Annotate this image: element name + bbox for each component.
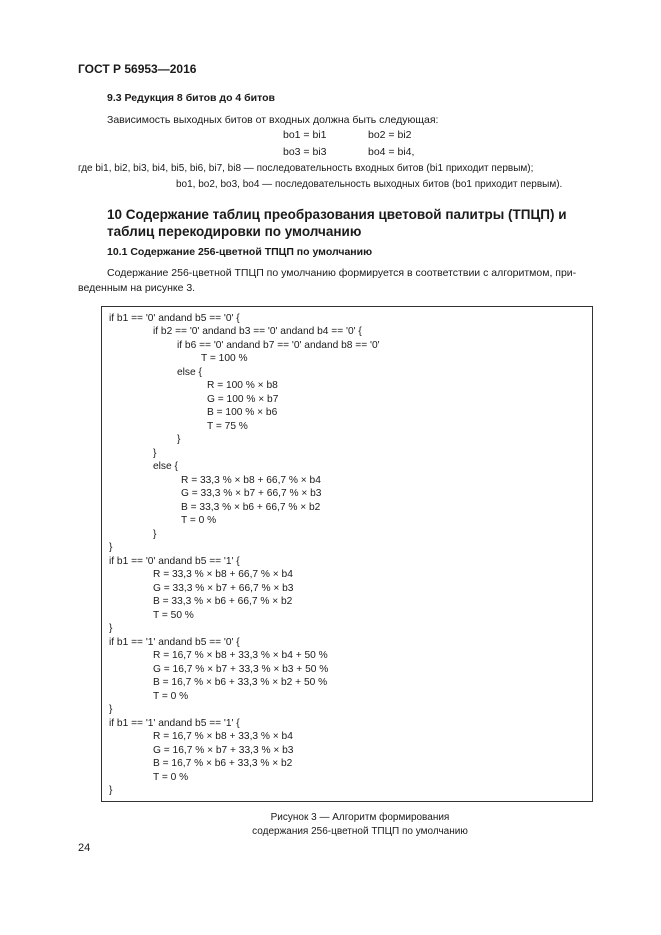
code-line: R = 33,3 % × b8 + 66,7 % × b4 (181, 475, 321, 486)
section-10-1-paragraph-line2: веденным на рисунке 3. (78, 282, 196, 294)
code-line: else { (177, 367, 202, 378)
code-line: } (109, 542, 113, 553)
code-line: } (153, 448, 157, 459)
code-line: if b1 == '0' andand b5 == '0' { (109, 313, 240, 324)
code-line: } (109, 704, 113, 715)
figure-caption-line1: Рисунок 3 — Алгоритм формирования (270, 812, 450, 823)
equation-bo1: bo1 = bi1 (283, 129, 327, 141)
section-9-3-title: 9.3 Редукция 8 битов до 4 битов (107, 92, 275, 104)
code-line: B = 33,3 % × b6 + 66,7 % × b2 (181, 502, 321, 513)
page-number: 24 (78, 842, 91, 854)
code-line: if b2 == '0' andand b3 == '0' andand b4 == '0' { (153, 326, 362, 337)
code-line: T = 50 % (153, 610, 194, 621)
code-line: G = 33,3 % × b7 + 66,7 % × b3 (181, 488, 322, 499)
document-header: ГОСТ Р 56953—2016 (78, 62, 197, 76)
code-line: T = 0 % (153, 772, 189, 783)
code-line: else { (153, 461, 178, 472)
code-line: R = 100 % × b8 (207, 380, 278, 391)
section-9-3-intro: Зависимость выходных битов от входных должна быть следующая: (107, 114, 439, 126)
code-line: if b1 == '1' andand b5 == '1' { (109, 718, 240, 729)
section-10-title: 10 Содержание таблиц преобразования цветовой палитры (ТПЦП) и таблиц перекодировки по умолчанию (107, 207, 567, 239)
code-line: B = 16,7 % × b6 + 33,3 % × b2 + 50 % (153, 677, 328, 688)
code-line: T = 0 % (181, 515, 217, 526)
code-line: G = 100 % × b7 (207, 394, 279, 405)
section-10-1-paragraph-line1: Содержание 256-цветной ТПЦП по умолчанию формируется в соответствии с алгоритмом, при- (107, 267, 577, 279)
input-bits-definition: где bi1, bi2, bi3, bi4, bi5, bi6, bi7, bi8 — последовательность входных битов (bi1 приходит первым); (78, 163, 534, 174)
output-bits-definition: bo1, bo2, bo3, bo4 — последовательность выходных битов (bo1 приходит первым). (176, 179, 563, 190)
equation-bo4: bo4 = bi4, (368, 146, 415, 158)
code-line: if b6 == '0' andand b7 == '0' andand b8 == '0' (177, 340, 380, 351)
code-line: if b1 == '1' andand b5 == '0' { (109, 637, 240, 648)
code-line: T = 0 % (153, 691, 189, 702)
code-line: R = 16,7 % × b8 + 33,3 % × b4 + 50 % (153, 650, 328, 661)
code-line: B = 100 % × b6 (207, 407, 278, 418)
code-line: R = 33,3 % × b8 + 66,7 % × b4 (153, 569, 293, 580)
code-line: } (109, 785, 113, 796)
code-line: T = 100 % (201, 353, 248, 364)
section-10-1-title: 10.1 Содержание 256-цветной ТПЦП по умолчанию (107, 246, 373, 258)
code-line: G = 33,3 % × b7 + 66,7 % × b3 (153, 583, 294, 594)
algorithm-figure-box (101, 306, 593, 802)
code-line: R = 16,7 % × b8 + 33,3 % × b4 (153, 731, 293, 742)
figure-caption-line2: содержания 256-цветной ТПЦП по умолчанию (252, 826, 468, 837)
code-line: G = 16,7 % × b7 + 33,3 % × b3 + 50 % (153, 664, 329, 675)
code-line: T = 75 % (207, 421, 248, 432)
code-line: } (177, 434, 181, 445)
code-line: if b1 == '0' andand b5 == '1' { (109, 556, 240, 567)
code-line: G = 16,7 % × b7 + 33,3 % × b3 (153, 745, 294, 756)
code-line: } (109, 623, 113, 634)
code-line: B = 33,3 % × b6 + 66,7 % × b2 (153, 596, 293, 607)
equation-bo2: bo2 = bi2 (368, 129, 412, 141)
code-line: } (153, 529, 157, 540)
code-line: B = 16,7 % × b6 + 33,3 % × b2 (153, 758, 293, 769)
equation-bo3: bo3 = bi3 (283, 146, 327, 158)
